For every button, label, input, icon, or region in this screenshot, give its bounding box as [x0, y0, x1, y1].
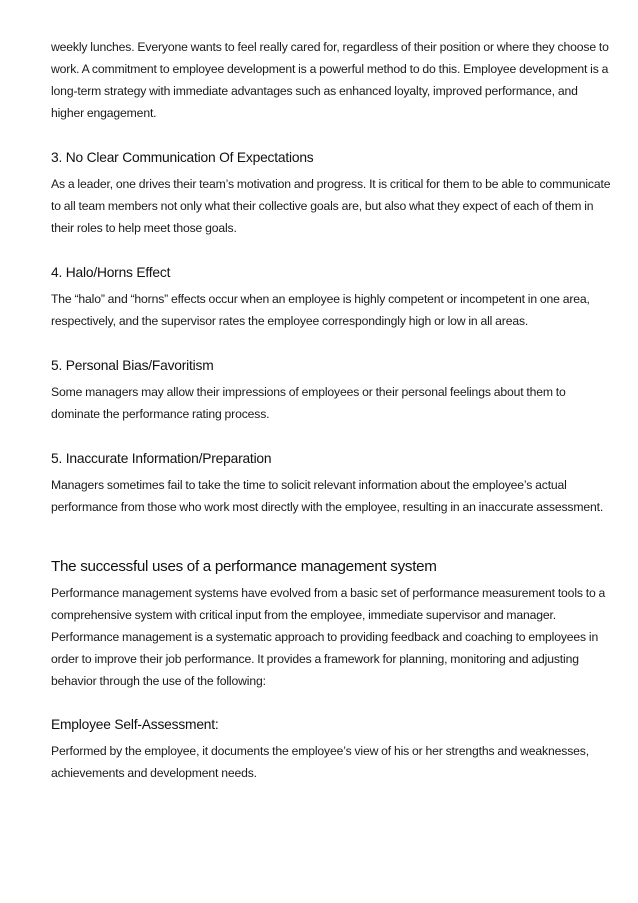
section-heading-halo-horns: 4. Halo/Horns Effect	[51, 265, 171, 280]
section-heading-communication: 3. No Clear Communication Of Expectations	[51, 150, 314, 165]
successful-uses-paragraph-2: Performance management is a systematic approach to providing feedback and coaching to employees in order to improve their job performance. It provides a framework for planning, monitoring and adjusting behavior through the use of the following:	[51, 630, 599, 688]
successful-uses-paragraph-1: Performance management systems have evolved from a basic set of performance measurement tools to a comprehensive system with critical input from the employee, immediate supervisor and manager.	[51, 586, 606, 622]
section-heading-bias: 5. Personal Bias/Favoritism	[51, 358, 214, 373]
section-body-bias: Some managers may allow their impressions of employees or their personal feelings about them to dominate the performance rating process.	[51, 385, 566, 421]
intro-paragraph: weekly lunches. Everyone wants to feel really cared for, regardless of their position or where they choose to work. A commitment to employee development is a powerful method to do this. Employee development is a long-term strategy with immediate advantages such as enhanced loyalty, improved performance, and higher engagement.	[51, 40, 609, 120]
section-body-inaccurate-info: Managers sometimes fail to take the time to solicit relevant information about the employee’s actual performance from those who work most directly with the employee, resulting in an inaccurate assessment.	[51, 478, 604, 514]
section-body-halo-horns: The “halo” and “horns” effects occur when an employee is highly competent or incompetent in one area, respectively, and the supervisor rates the employee correspondingly high or low in all areas.	[51, 292, 590, 328]
section-heading-inaccurate-info: 5. Inaccurate Information/Preparation	[51, 451, 272, 466]
self-assessment-body: Performed by the employee, it documents the employee’s view of his or her strengths and weaknesses, achievements and development needs.	[51, 744, 589, 780]
document-page	[51, 36, 611, 784]
self-assessment-heading: Employee Self-Assessment:	[51, 717, 219, 732]
section-body-communication: As a leader, one drives their team’s motivation and progress. It is critical for them to be able to communicate to all team members not only what their collective goals are, but also what they expect of each of them in their roles to help meet those goals.	[51, 177, 611, 235]
successful-uses-heading: The successful uses of a performance management system	[51, 558, 437, 575]
